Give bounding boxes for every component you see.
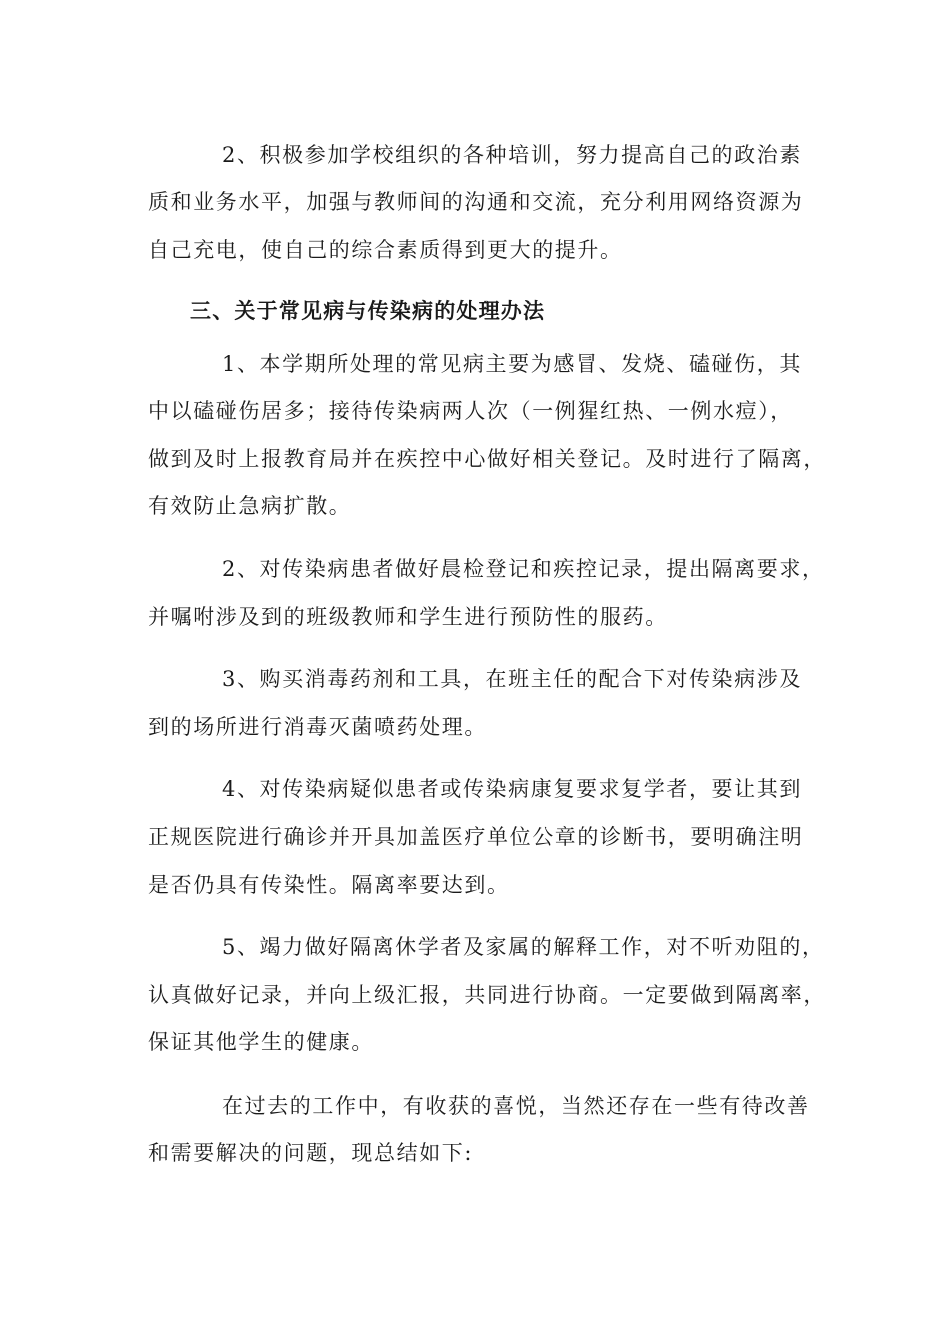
text-line: 5、竭力做好隔离休学者及家属的解释工作，对不听劝阻的， — [222, 935, 825, 959]
text-line: 认真做好记录，并向上级汇报，共同进行协商。一定要做到隔离率， — [148, 983, 826, 1007]
text-line: 2、对传染病患者做好晨检登记和疾控记录，提出隔离要求， — [222, 557, 825, 581]
text-line: 3、购买消毒药剂和工具，在班主任的配合下对传染病涉及 — [222, 667, 802, 691]
text-line: 是否仍具有传染性。隔离率要达到。 — [148, 873, 510, 897]
text-line: 和需要解决的问题，现总结如下: — [148, 1141, 474, 1165]
text-line: 做到及时上报教育局并在疾控中心做好相关登记。及时进行了隔离， — [148, 447, 826, 471]
text-line: 自己充电，使自己的综合素质得到更大的提升。 — [148, 238, 623, 262]
text-line: 2、积极参加学校组织的各种培训，努力提高自己的政治素 — [222, 143, 802, 167]
text-line: 并嘱咐涉及到的班级教师和学生进行预防性的服药。 — [148, 605, 668, 629]
text-line: 中以磕碰伤居多；接待传染病两人次（一例猩红热、一例水痘）， — [148, 399, 793, 423]
text-line: 1、本学期所处理的常见病主要为感冒、发烧、磕碰伤，其 — [222, 352, 802, 376]
text-line: 质和业务水平，加强与教师间的沟通和交流，充分利用网络资源为 — [148, 190, 804, 214]
text-line: 有效防止急病扩散。 — [148, 494, 352, 518]
text-line: 正规医院进行确诊并开具加盖医疗单位公章的诊断书，要明确注明 — [148, 825, 804, 849]
text-line: 4、对传染病疑似患者或传染病康复要求复学者，要让其到 — [222, 777, 802, 801]
text-line: 到的场所进行消毒灭菌喷药处理。 — [148, 715, 487, 739]
section-heading: 三、关于常见病与传染病的处理办法 — [190, 298, 546, 323]
text-line: 保证其他学生的健康。 — [148, 1030, 374, 1054]
text-line: 在过去的工作中，有收获的喜悦，当然还存在一些有待改善 — [222, 1094, 810, 1118]
